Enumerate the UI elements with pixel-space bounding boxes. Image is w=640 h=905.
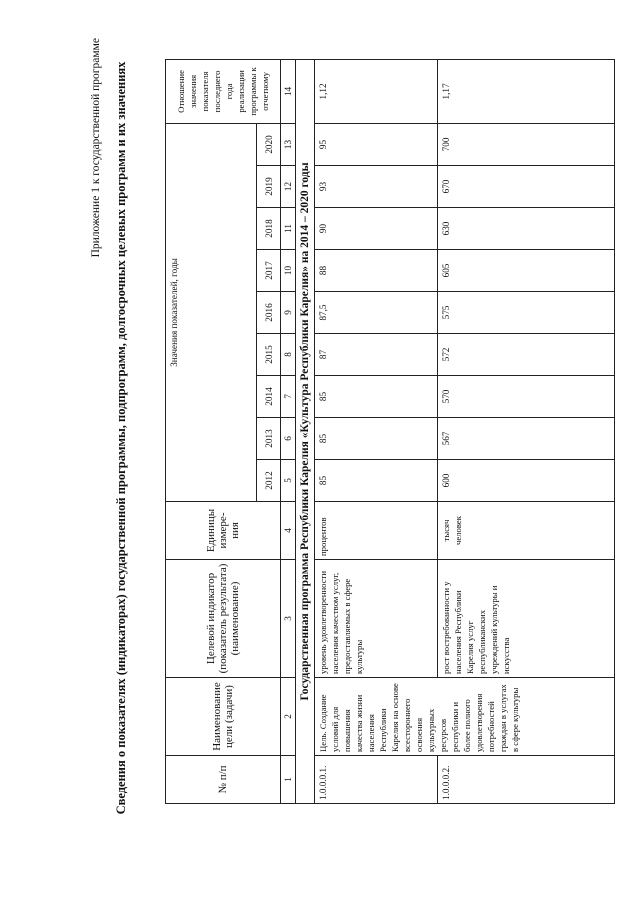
- program-row: [296, 59, 315, 803]
- indicators-table: [165, 59, 615, 804]
- row-unit: тысяч человек: [437, 502, 615, 560]
- header-ratio: Отношение значения показателя последнего года реализации программы к отчетному: [166, 59, 281, 123]
- row-num: 1.0.0.0.1.: [315, 756, 437, 804]
- column-number: 10: [281, 250, 296, 292]
- column-number: 9: [281, 292, 296, 334]
- column-number: 8: [281, 334, 296, 376]
- value-cell: 700: [437, 123, 615, 165]
- column-number: 13: [281, 123, 296, 165]
- document-title: Сведения о показателях (индикаторах) государственной программы, подпрограмм, долгосрочных целевых программ и их значениях: [114, 61, 128, 815]
- header-row-1: [166, 59, 257, 803]
- year-header: 2019: [257, 166, 281, 208]
- column-number: 1: [281, 756, 296, 804]
- year-header: 2013: [257, 418, 281, 460]
- header-indicator: Целевой индикатор (показатель результата) (наименование): [166, 560, 281, 678]
- value-cell: 567: [437, 418, 615, 460]
- column-number: 14: [281, 59, 296, 123]
- rotated-landscape-content: [80, 38, 640, 838]
- row-indicator: рост востребованности у населения Республики Карелия услуг республиканских учреждений культуры и искусства: [437, 560, 615, 678]
- value-cell: 85: [315, 376, 437, 418]
- row-unit: процентов: [315, 502, 437, 560]
- year-header: 2016: [257, 292, 281, 334]
- year-header: 2015: [257, 334, 281, 376]
- year-header: 2018: [257, 208, 281, 250]
- table-row: [315, 59, 437, 803]
- year-header: 2014: [257, 376, 281, 418]
- column-number: 6: [281, 418, 296, 460]
- column-number: 5: [281, 460, 296, 502]
- row-num: 1.0.0.0.2.: [437, 756, 615, 804]
- goal-text: Цель. Создание условий для повышения качества жизни населения Республики Карелия на основе всестороннего освоения культурных ресурсов республики и более полного удовлетворения потребностей граждан в услугах в сфере культуры: [315, 678, 615, 756]
- value-cell: 605: [437, 250, 615, 292]
- row-indicator: уровень удовлетворенности населения качеством услуг, предоставляемых в сфере культуры: [315, 560, 437, 678]
- header-goal: Наименование цели (задачи): [166, 678, 281, 756]
- value-cell: 575: [437, 292, 615, 334]
- value-cell: 572: [437, 334, 615, 376]
- column-number: 3: [281, 560, 296, 678]
- value-cell: 87: [315, 334, 437, 376]
- column-number: 7: [281, 376, 296, 418]
- header-num: № п/п: [166, 756, 281, 804]
- column-number: 12: [281, 166, 296, 208]
- header-unit: Единицы измере-ния: [166, 502, 281, 560]
- value-cell: 630: [437, 208, 615, 250]
- value-cell: 95: [315, 123, 437, 165]
- ratio-cell: 1,17: [437, 59, 615, 123]
- appendix-label: Приложение 1 к государственной программе: [90, 38, 102, 258]
- ratio-cell: 1,12: [315, 59, 437, 123]
- value-cell: 600: [437, 460, 615, 502]
- column-numbers-row: [281, 59, 296, 803]
- value-cell: 88: [315, 250, 437, 292]
- value-cell: 93: [315, 166, 437, 208]
- column-number: 11: [281, 208, 296, 250]
- program-title: Государственная программа Республики Карелия «Культура Республики Карелия» на 2014 – 2020 годы: [296, 59, 315, 803]
- header-values-group: Значения показателей, годы: [166, 123, 257, 501]
- column-number: 4: [281, 502, 296, 560]
- year-header: 2012: [257, 460, 281, 502]
- value-cell: 87,5: [315, 292, 437, 334]
- value-cell: 570: [437, 376, 615, 418]
- value-cell: 85: [315, 460, 437, 502]
- value-cell: 85: [315, 418, 437, 460]
- column-number: 2: [281, 678, 296, 756]
- year-header: 2017: [257, 250, 281, 292]
- year-header: 2020: [257, 123, 281, 165]
- value-cell: 670: [437, 166, 615, 208]
- value-cell: 90: [315, 208, 437, 250]
